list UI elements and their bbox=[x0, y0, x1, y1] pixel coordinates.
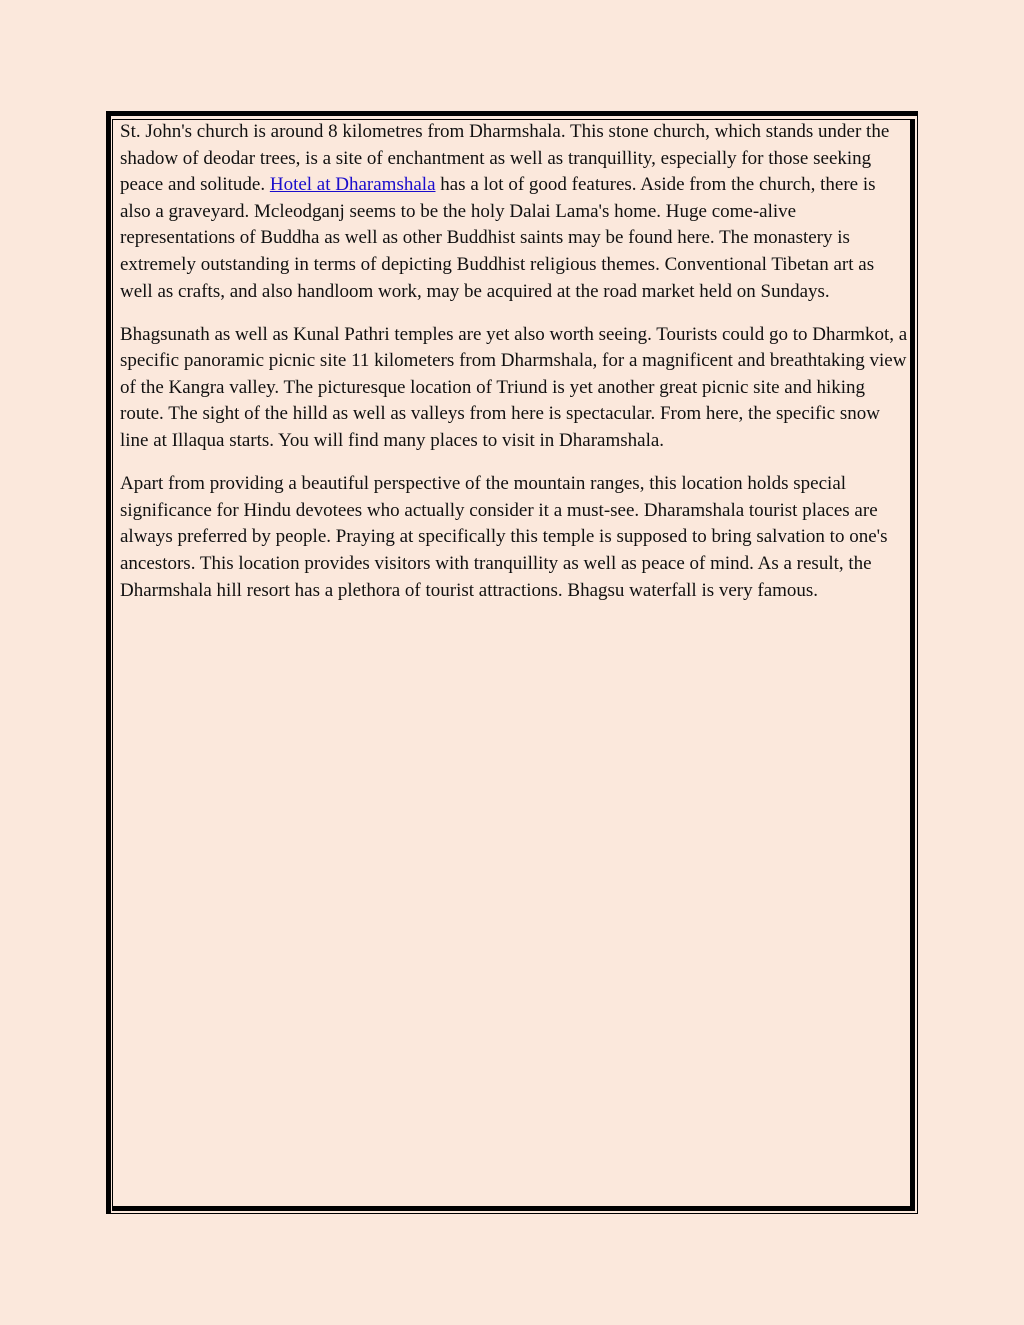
hotel-at-dharamshala-link[interactable]: Hotel at Dharamshala bbox=[269, 174, 436, 196]
paragraph1-text-end: has a lot of good features. Aside from the church, there is also a graveyard. Mcleodganj seems to be the holy Dalai Lama's home. Huge come-alive representations of Buddha as well as other Buddhist saints may be found here. The monastery is extremely outstanding in terms of depicting Buddhist religious themes. Conventional Tibetan art as well as crafts, and also handloom work, may be acquired at the road market held on Sundays. bbox=[120, 174, 876, 302]
paragraph-mountain-perspective: Apart from providing a beautiful perspective of the mountain ranges, this location holds special significance for Hindu devotees who actually consider it a must-see. Dharamshala tourist places are always preferred by people. Praying at specifically this temple is supposed to bring salvation to one's ancestors. This location provides visitors with tranquillity as well as peace of mind. As a result, the Dharmshala hill resort has a plethora of tourist attractions. Bhagsu waterfall is very famous. bbox=[120, 473, 888, 601]
paragraph-st-johns-church bbox=[120, 119, 908, 305]
paragraph1-text-start: St. John's church is around 8 kilometres from Dharmshala. This stone church, which stands under the shadow of deodar trees, is a site of enchantment as well as tranquillity, especially for those seeking peace and solitude. bbox=[120, 121, 890, 196]
paragraph-bhagsunath-temples: Bhagsunath as well as Kunal Pathri temples are yet also worth seeing. Tourists could go to Dharmkot, a specific panoramic picnic site 11 kilometers from Dharmshala, for a magnificent and breathtaking view of the Kangra valley. The picturesque location of Triund is yet another great picnic site and hiking route. The sight of the hilld as well as valleys from here is spectacular. From here, the specific snow line at Illaqua starts. You will find many places to visit in Dharamshala. bbox=[120, 323, 908, 452]
document-body bbox=[120, 119, 908, 621]
